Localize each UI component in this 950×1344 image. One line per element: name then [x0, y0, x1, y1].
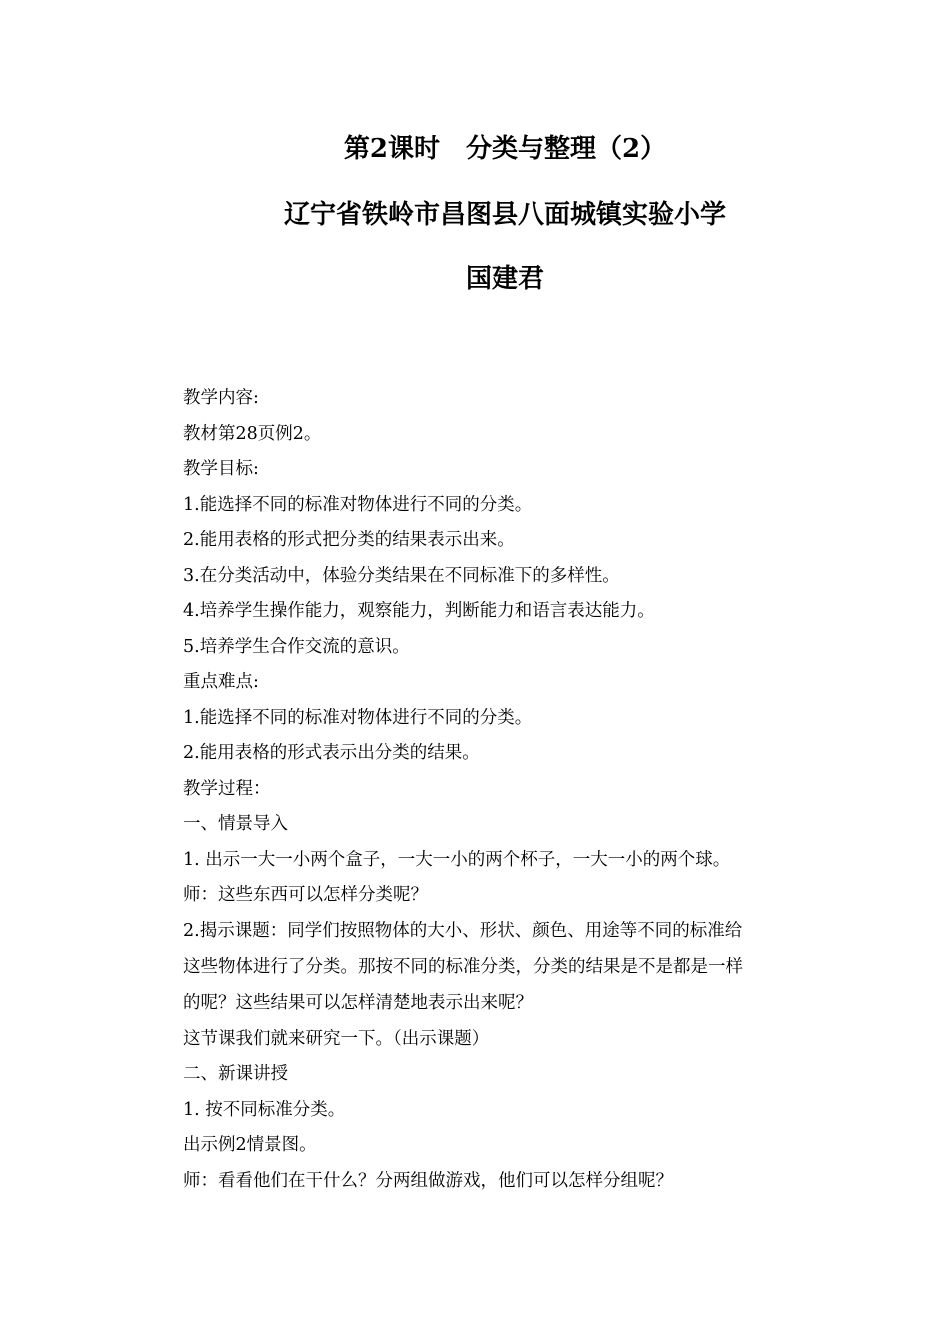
- body-line: 出示例2情景图。: [183, 1135, 317, 1155]
- document-body: [183, 384, 813, 1202]
- body-line: 这节课我们就来研究一下。（出示课题）: [183, 1028, 490, 1049]
- body-line: 1.能选择不同的标准对物体进行不同的分类。: [183, 494, 533, 515]
- body-line: 的呢？这些结果可以怎样清楚地表示出来呢？: [183, 992, 533, 1013]
- body-line: 师：这些东西可以怎样分类呢？: [183, 885, 428, 905]
- body-line: 1. 出示一大一小两个盒子，一大一小的两个杯子，一大一小的两个球。: [183, 849, 731, 870]
- body-line: 2.能用表格的形式表示出分类的结果。: [183, 743, 480, 763]
- body-line: 2.能用表格的形式把分类的结果表示出来。: [183, 530, 515, 550]
- section-heading: 一、情景导入: [183, 814, 288, 834]
- body-line: 5.培养学生合作交流的意识。: [183, 636, 410, 657]
- body-line: 教材第28页例2。: [183, 423, 322, 444]
- body-line: 2.揭示课题：同学们按照物体的大小、形状、颜色、用途等不同的标准给: [183, 920, 743, 941]
- section-heading: 二、新课讲授: [183, 1064, 288, 1084]
- section-heading: 重点难点:: [183, 672, 259, 692]
- body-line: 师：看看他们在干什么？分两组做游戏，他们可以怎样分组呢？: [183, 1170, 673, 1191]
- lesson-title: 第2课时 分类与整理（2）: [343, 134, 667, 164]
- author-name: 国建君: [465, 264, 544, 294]
- school-name: 辽宁省铁岭市昌图县八面城镇实验小学: [283, 200, 726, 230]
- body-line: 1.能选择不同的标准对物体进行不同的分类。: [183, 707, 533, 728]
- body-line: 这些物体进行了分类。那按不同的标准分类，分类的结果是不是都是一样: [183, 956, 743, 977]
- section-heading: 教学内容:: [183, 388, 259, 408]
- body-line: 4.培养学生操作能力，观察能力，判断能力和语言表达能力。: [183, 601, 655, 621]
- body-line: 3.在分类活动中，体验分类结果在不同标准下的多样性。: [183, 565, 620, 586]
- section-heading: 教学目标:: [183, 459, 259, 479]
- section-heading: 教学过程：: [183, 778, 271, 799]
- body-line: 1. 按不同标准分类。: [183, 1099, 346, 1120]
